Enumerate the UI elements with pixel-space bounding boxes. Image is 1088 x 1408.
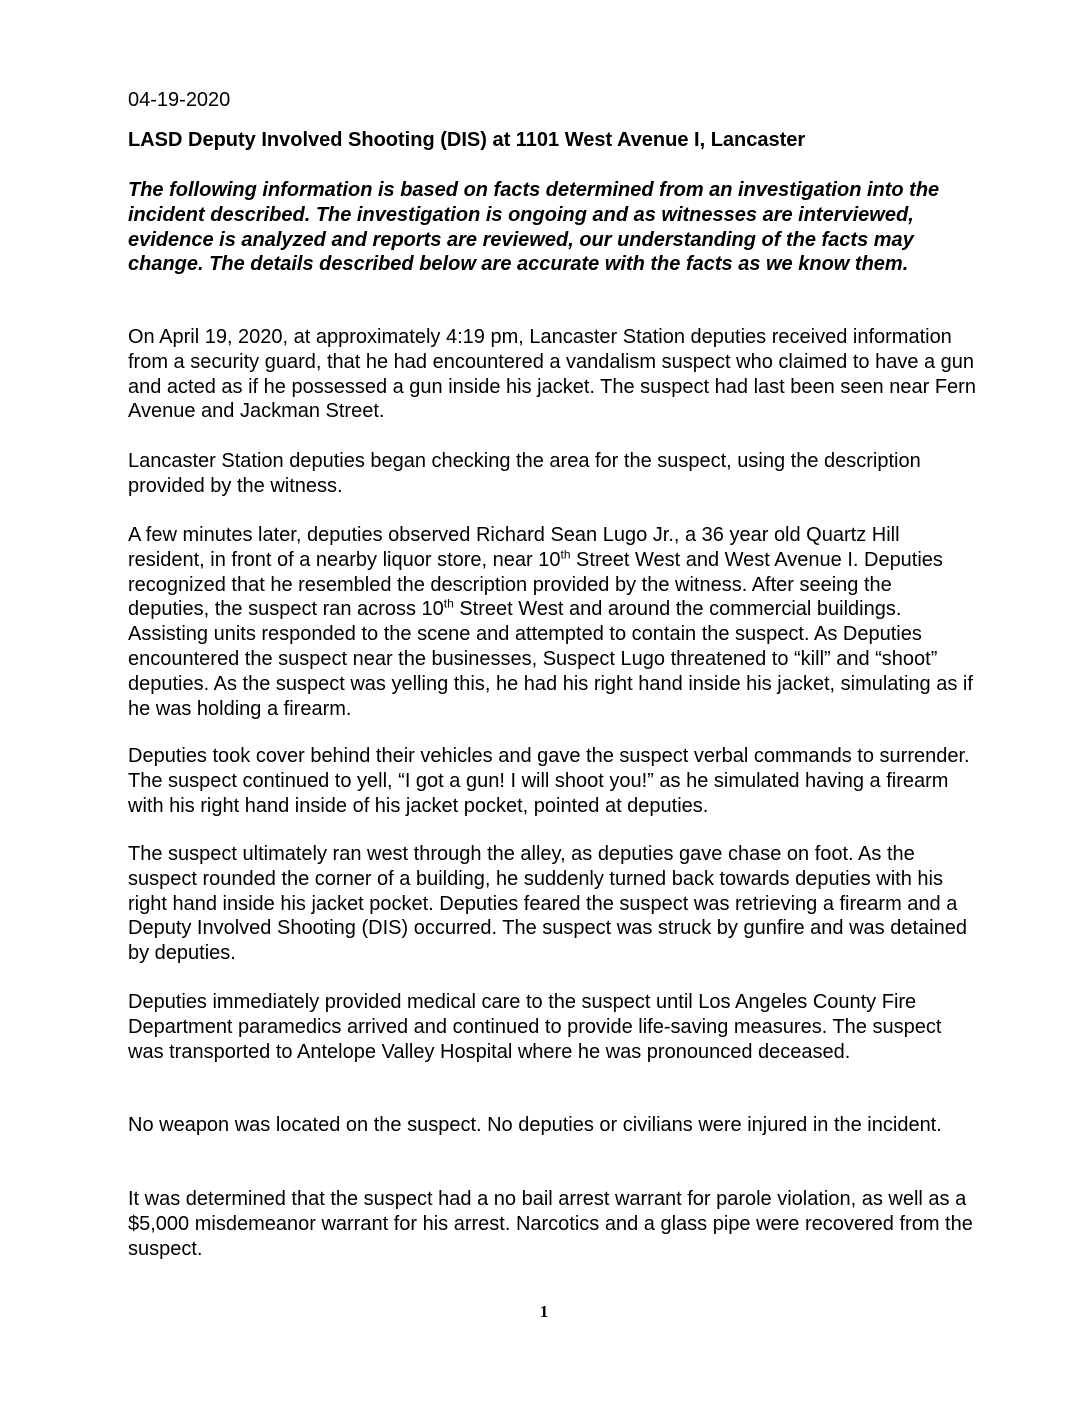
paragraph-verbal-commands: Deputies took cover behind their vehicles and gave the suspect verbal commands to surrender. The suspect continued to yell, “I got a gun! I will shoot you!” as he simulated having a firearm with his right hand inside of his jacket pocket, pointed at deputies.	[128, 745, 970, 817]
paragraph-shooting: The suspect ultimately ran west through the alley, as deputies gave chase on foot. As the suspect rounded the corner of a building, he suddenly turned back towards deputies with his right hand inside his jacket pocket. Deputies feared the suspect was retrieving a firearm and a Deputy Involved Shooting (DIS) occurred. The suspect was struck by gunfire and was detained by deputies.	[128, 843, 967, 965]
paragraph-text: Street West and West Avenue I. Deputies recognized that he resembled the description provided by the witness. After seeing the deputies, the suspect ran across 10	[128, 548, 943, 621]
ordinal-suffix: th	[443, 596, 454, 611]
paragraph-no-weapon: No weapon was located on the suspect. No deputies or civilians were injured in the incident.	[128, 1114, 942, 1136]
paragraph-suspect-observed	[128, 523, 978, 721]
paragraph-warrants: It was determined that the suspect had a no bail arrest warrant for parole violation, as well as a $5,000 misdemeanor warrant for his arrest. Narcotics and a glass pipe were recovered from the suspect.	[128, 1188, 973, 1260]
paragraph-medical-care: Deputies immediately provided medical care to the suspect until Los Angeles County Fire Department paramedics arrived and continued to provide life-saving measures. The suspect was transported to Antelope Valley Hospital where he was pronounced deceased.	[128, 991, 942, 1063]
document-date: 04-19-2020	[128, 89, 231, 111]
disclaimer-paragraph: The following information is based on facts determined from an investigation into the incident described. The investigation is ongoing and as witnesses are interviewed, evidence is analyzed and reports are reviewed, our understanding of the facts may change. The details described below are accurate with the facts as we know them.	[128, 179, 940, 276]
ordinal-suffix: th	[560, 547, 571, 562]
paragraph-text: Street West and around the commercial buildings. Assisting units responded to the scene and attempted to contain the suspect. As Deputies encountered the suspect near the businesses, Suspect Lugo threatened to “kill” and “shoot” deputies. As the suspect was yelling this, he had his right hand inside his jacket, simulating as if he was holding a firearm.	[128, 598, 973, 720]
document-title: LASD Deputy Involved Shooting (DIS) at 1101 West Avenue I, Lancaster	[128, 129, 806, 151]
paragraph-text: A few minutes later, deputies observed Richard Sean Lugo Jr., a 36 year old Quartz Hill resident, in front of a nearby liquor store, near 10	[128, 524, 900, 571]
page-number: 1	[539, 1302, 549, 1321]
paragraph-area-check: Lancaster Station deputies began checking the area for the suspect, using the description provided by the witness.	[128, 450, 921, 497]
paragraph-initial-call: On April 19, 2020, at approximately 4:19 pm, Lancaster Station deputies received information from a security guard, that he had encountered a vandalism suspect who claimed to have a gun and acted as if he possessed a gun inside his jacket. The suspect had last been seen near Fern Avenue and Jackman Street.	[128, 326, 976, 423]
